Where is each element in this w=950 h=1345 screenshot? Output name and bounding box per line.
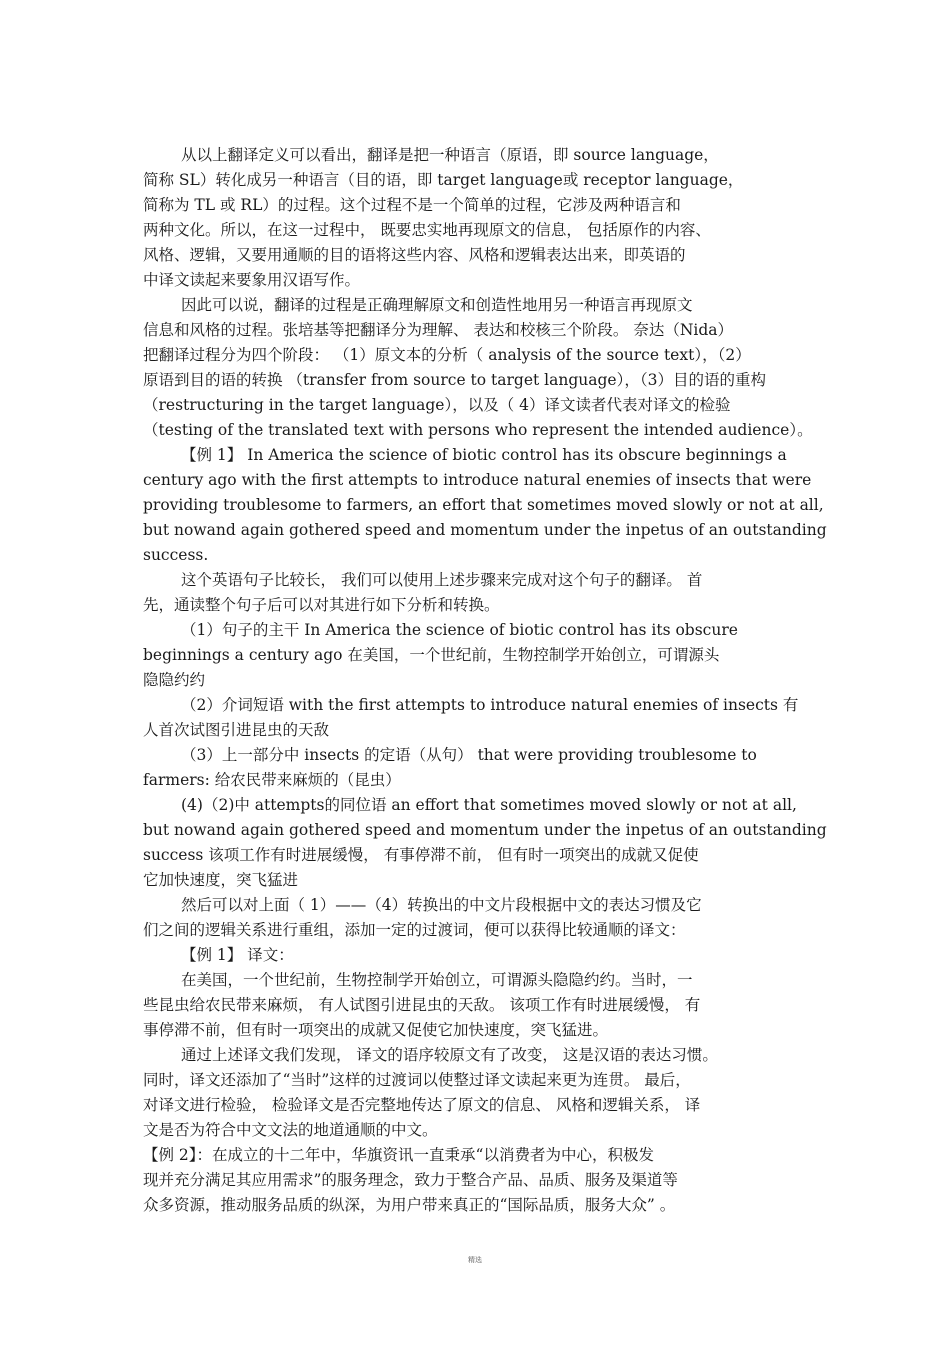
text-line: 这个英语句子比较长， 我们可以使用上述步骤来完成对这个句子的翻译。 首 [181, 571, 703, 589]
text-line: 然后可以对上面（ 1）——（4）转换出的中文片段根据中文的表达习惯及它 [181, 896, 702, 914]
text-line: 隐隐约约 [143, 671, 206, 689]
text-line: providing troublesome to farmers, an effort that sometimes moved slowly or not at all, [143, 496, 824, 514]
text-line: 事停滞不前，但有时一项突出的成就又促使它加快速度，突飞猛进。 [143, 1021, 609, 1039]
text-line: 它加快速度，突飞猛进 [143, 871, 299, 889]
text-line: 简称为 TL 或 RL）的过程。这个过程不是一个简单的过程，它涉及两种语言和 [143, 196, 681, 214]
text-line: 风格、逻辑，又要用通顺的目的语将这些内容、风格和逻辑表达出来，即英语的 [143, 246, 686, 264]
text-line: 两种文化。所以，在这一过程中， 既要忠实地再现原文的信息， 包括原作的内容、 [143, 221, 711, 239]
text-line: 把翻译过程分为四个阶段： （1）原文本的分析（ analysis of the source text），（2） [143, 346, 751, 364]
body-text [143, 143, 833, 1218]
text-line: （2）介词短语 with the first attempts to introduce natural enemies of insects 有 [181, 696, 799, 714]
text-line: but nowand again gothered speed and momentum under the inpetus of an outstanding [143, 821, 827, 839]
text-line: （testing of the translated text with persons who represent the intended audience）。 [143, 421, 813, 439]
text-line: 同时，译文还添加了“当时”这样的过渡词以使整过译文读起来更为连贯。 最后， [143, 1071, 691, 1089]
text-line: 【例 1】 In America the science of biotic control has its obscure beginnings a [181, 446, 787, 464]
text-line: 在美国，一个世纪前，生物控制学开始创立，可谓源头隐隐约约。当时，一 [181, 971, 693, 989]
text-line: 中译文读起来要象用汉语写作。 [143, 271, 361, 289]
text-line: century ago with the first attempts to introduce natural enemies of insects that were [143, 471, 812, 489]
text-line: success. [143, 546, 209, 564]
text-line: 【例 2】：在成立的十二年中，华旗资讯一直秉承“以消费者为中心，积极发 [143, 1146, 654, 1164]
text-line: （1）句子的主干 In America the science of biotic control has its obscure [181, 621, 738, 639]
text-line: beginnings a century ago 在美国，一个世纪前，生物控制学开始创立，可谓源头 [143, 646, 720, 664]
text-line: success 该项工作有时进展缓慢， 有事停滞不前， 但有时一项突出的成就又促使 [143, 846, 699, 864]
text-line: 信息和风格的过程。张培基等把翻译分为理解、 表达和校核三个阶段。 奈达（Nida） [143, 321, 734, 339]
page-footer: 精选 [468, 1256, 482, 1264]
text-line: 从以上翻译定义可以看出，翻译是把一种语言（原语，即 source language， [181, 146, 719, 164]
text-line: 众多资源，推动服务品质的纵深，为用户带来真正的“国际品质，服务大众” 。 [143, 1196, 676, 1214]
text-line: （3）上一部分中 insects 的定语（从句） that were providing troublesome to [181, 746, 757, 764]
text-line: 文是否为符合中文文法的地道通顺的中文。 [143, 1121, 438, 1139]
text-line: 因此可以说，翻译的过程是正确理解原文和创造性地用另一种语言再现原文 [181, 296, 693, 314]
text-line: 些昆虫给农民带来麻烦， 有人试图引进昆虫的天敌。 该项工作有时进展缓慢， 有 [143, 996, 701, 1014]
text-line: farmers: 给农民带来麻烦的（昆虫） [143, 771, 401, 789]
text-line: 人首次试图引进昆虫的天敌 [143, 721, 330, 739]
text-line: 先，通读整个句子后可以对其进行如下分析和转换。 [143, 596, 500, 614]
text-line: 原语到目的语的转换 （transfer from source to target language），（3）目的语的重构 [143, 371, 766, 389]
text-line: (4)（2)中 attempts的同位语 an effort that sometimes moved slowly or not at all, [181, 796, 797, 814]
text-line: 简称 SL）转化成另一种语言（目的语，即 target language或 receptor language， [143, 171, 744, 189]
text-line: 对译文进行检验， 检验译文是否完整地传达了原文的信息、 风格和逻辑关系， 译 [143, 1096, 701, 1114]
text-line: 【例 1】 译文： [181, 946, 294, 964]
text-line: 们之间的逻辑关系进行重组，添加一定的过渡词，便可以获得比较通顺的译文： [143, 921, 686, 939]
text-line: 现并充分满足其应用需求”的服务理念，致力于整合产品、品质、服务及渠道等 [143, 1171, 678, 1189]
text-line: （restructuring in the target language），以及（ 4）译文读者代表对译文的检验 [143, 396, 731, 414]
text-line: 通过上述译文我们发现， 译文的语序较原文有了改变， 这是汉语的表达习惯。 [181, 1046, 718, 1064]
text-line: but nowand again gothered speed and momentum under the inpetus of an outstanding [143, 521, 827, 539]
